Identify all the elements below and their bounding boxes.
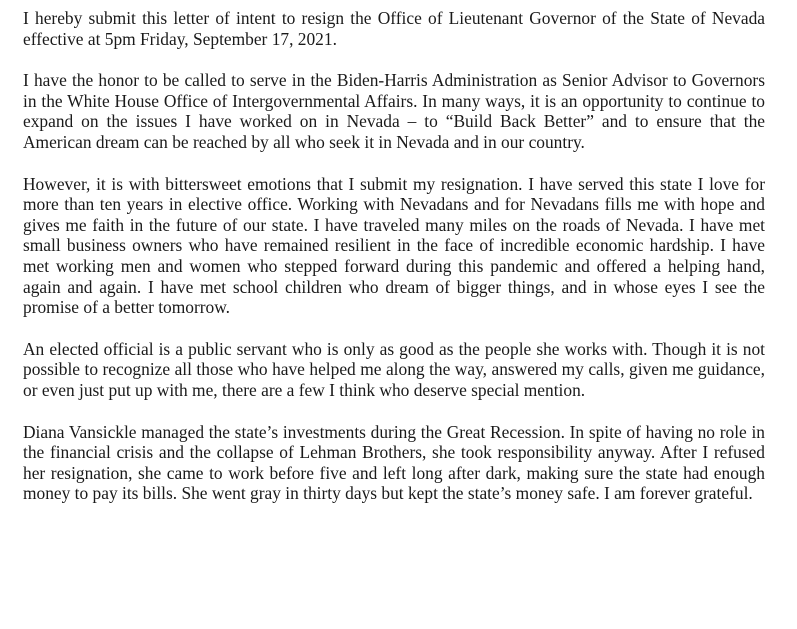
letter-body <box>23 8 765 504</box>
paragraph-public-servant: An elected official is a public servant who is only as good as the people she works with. Though it is not possible to recognize all those who have helped me along the way, answered my calls, given me guidance, or even just put up with me, there are a few I think who deserve special mention. <box>23 338 765 400</box>
paragraph-resignation-intent: I hereby submit this letter of intent to resign the Office of Lieutenant Governor of the State of Nevada effective at 5pm Friday, September 17, 2021. <box>23 8 765 49</box>
paragraph-diana-vansickle: Diana Vansickle managed the state’s investments during the Great Recession. In spite of having no role in the financial crisis and the collapse of Lehman Brothers, she took responsibility anyway. After I refused her resignation, she came to work before five and left long after dark, making sure the state had enough money to pay its bills. She went gray in thirty days but kept the state’s money safe. I am forever grateful. <box>23 421 765 504</box>
paragraph-new-role: I have the honor to be called to serve in the Biden-Harris Administration as Senior Advisor to Governors in the White House Office of Intergovernmental Affairs. In many ways, it is an opportunity to continue to expand on the issues I have worked on in Nevada – to “Build Back Better” and to ensure that the American dream can be reached by all who seek it in Nevada and in our country. <box>23 70 765 152</box>
paragraph-bittersweet: However, it is with bittersweet emotions that I submit my resignation. I have served this state I love for more than ten years in elective office. Working with Nevadans and for Nevadans fills me with hope and gives me faith in the future of our state. I have traveled many miles on the roads of Nevada. I have met small business owners who have remained resilient in the face of incredible economic hardship. I have met working men and women who stepped forward during this pandemic and offered a helping hand, again and again. I have met school children who dream of bigger things, and in whose eyes I see the promise of a better tomorrow. <box>23 173 765 318</box>
